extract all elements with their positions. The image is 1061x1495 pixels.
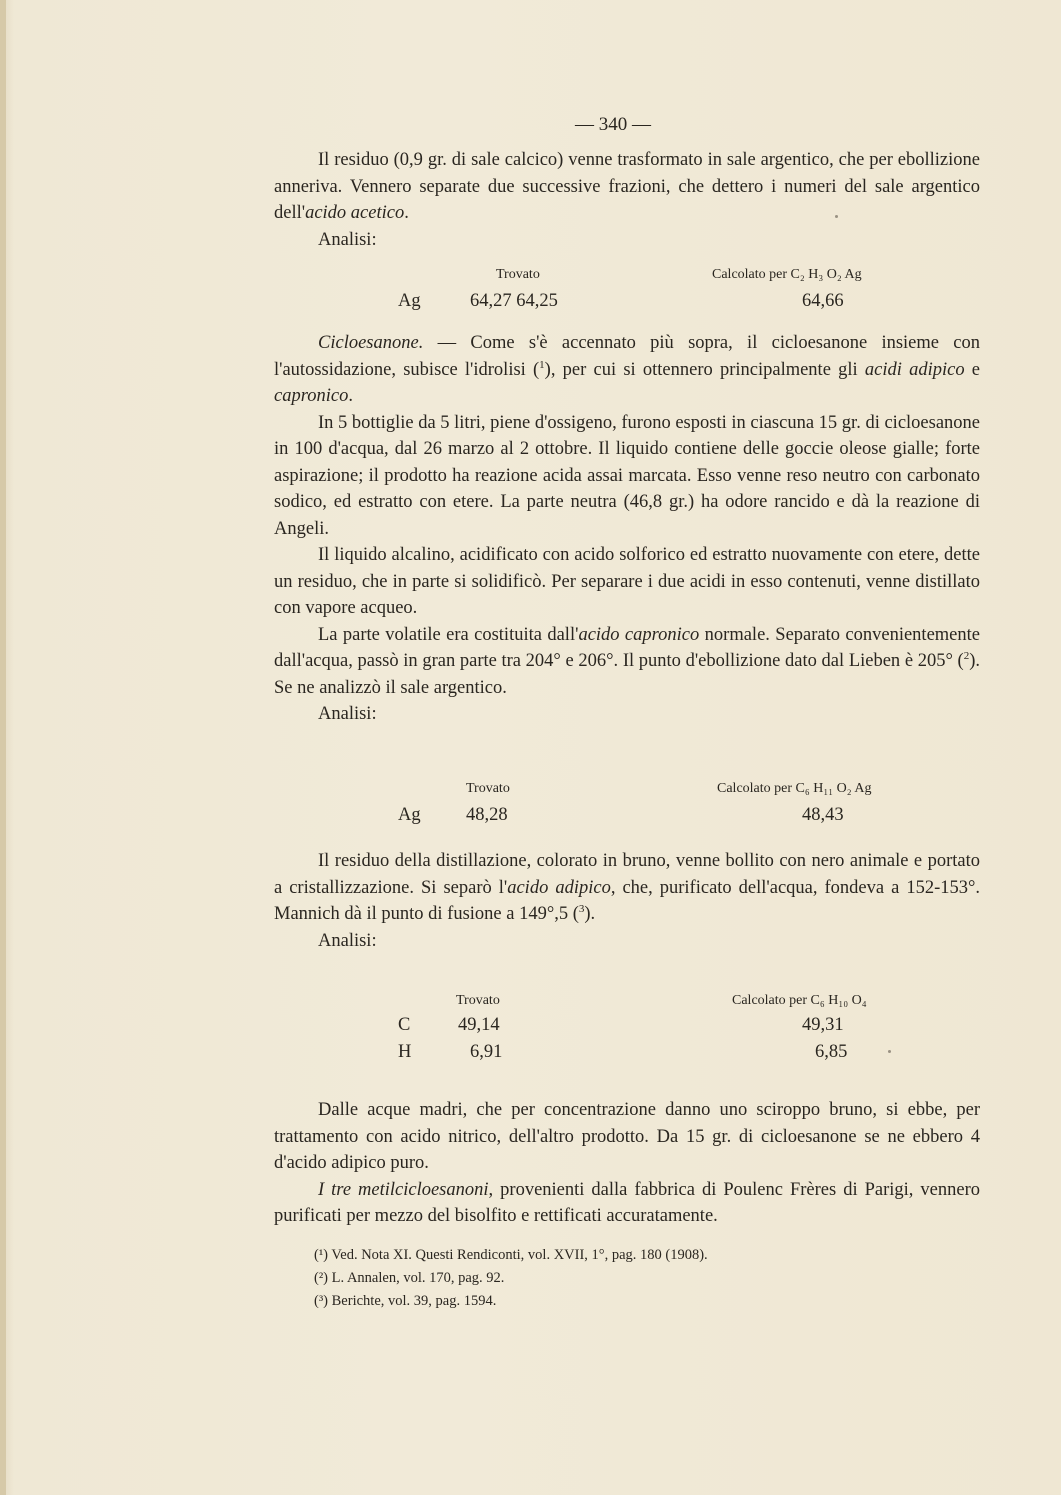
p5-italic: acido capronico: [578, 624, 700, 645]
table-3: [274, 988, 980, 1068]
footnotes: [274, 1244, 980, 1313]
table-2-header-calc: Calcolato per C₆ H₁₁ O₂ Ag: [717, 781, 872, 796]
footnote-2: [274, 1267, 980, 1290]
body-text-top: [274, 147, 980, 253]
footnote-3: [274, 1290, 980, 1313]
table-1-row-label: Ag: [398, 291, 421, 311]
paragraph-7: Dalle acque madri, che per concentrazione danno uno sciroppo bruno, si ebbe, per trattamento con acido nitrico, dell'altro prodotto. Da 15 gr. di cicloesanone se ne ebbero 4 d'acido adipico puro.: [274, 1100, 980, 1173]
paragraph-5: [274, 622, 980, 702]
p6-text-2: , che, purificato dell'acqua, fondeva a 152-153°. Mannich dà il punto di fusione a 149°,5 (: [274, 877, 981, 924]
table-1-found: 64,27 64,25: [470, 291, 558, 311]
table-3-row-label-c: C: [398, 1015, 411, 1035]
table-1-header-found: Trovato: [496, 267, 540, 282]
p6-italic: acido adipico: [507, 877, 611, 898]
paragraph-2: [274, 330, 980, 410]
table-2-header-found: Trovato: [466, 781, 510, 796]
paragraph-6: [274, 848, 980, 928]
body-text-adipic: [274, 848, 980, 954]
table-2: [274, 776, 980, 830]
footnote-1-mark: (¹): [314, 1247, 329, 1263]
table-1: [274, 262, 980, 316]
p2-text-4: .: [348, 386, 353, 406]
paragraph-1: [274, 147, 980, 227]
paper-speck: [835, 215, 838, 218]
table-3-row-label-h: H: [398, 1042, 412, 1062]
p2-text-3: e: [964, 359, 981, 380]
analisi-label-1: Analisi:: [318, 229, 377, 250]
footnote-1: [274, 1244, 980, 1267]
paragraph-8: [274, 1177, 980, 1230]
paper-speck: [888, 1050, 891, 1053]
p2-text-1: — Come s'è accennato più sopra, il cicloesanone insieme con l'autossidazione, subisce l'idrolisi (: [274, 333, 980, 380]
p2-italic-1: acidi adipico: [864, 359, 965, 380]
table-1-calc: 64,66: [802, 291, 844, 311]
body-text-middle: [274, 330, 980, 728]
p1-end: .: [404, 203, 409, 223]
p5-text-1: La parte volatile era costituita dall': [318, 624, 579, 645]
p1-text: Il residuo (0,9 gr. di sale calcico) venne trasformato in sale argentico, che per ebollizione anneriva. Vennero separate due successive frazioni, che dettero i numeri del sale argentico dell': [274, 150, 980, 223]
paragraph-3: In 5 bottiglie da 5 litri, piene d'ossigeno, furono esposti in ciascuna 15 gr. di cicloesanone in 100 d'acqua, dal 26 marzo al 2 ottobre. Il liquido contiene delle goccie oleose gialle; forte aspirazione; il prodotto ha reazione acida assai marcata. Esso venne reso neutro con carbonato sodico, ed estratto con etere. La parte neutra (46,8 gr.) ha odore rancido e dà la reazione di Angeli.: [274, 412, 980, 539]
p2-title: Cicloesanone.: [318, 333, 424, 353]
table-2-row-label: Ag: [398, 805, 421, 825]
table-3-calc-c: 49,31: [802, 1015, 844, 1035]
table-3-calc-h: 6,85: [815, 1042, 848, 1062]
table-1-header-calc: Calcolato per C₂ H₃ O₂ Ag: [712, 267, 862, 282]
paragraph-4: Il liquido alcalino, acidificato con acido solforico ed estratto nuovamente con etere, dette un residuo, che in parte si solidificò. Per separare i due acidi in esso contenuti, venne distillato con vapore acqueo.: [274, 545, 980, 618]
p1-italic: acido acetico: [305, 203, 405, 223]
p6-text-1: Il residuo della distillazione, colorato in bruno, venne bollito con nero animale e portato a cristallizzazione. Si separò l': [274, 851, 980, 898]
table-2-calc: 48,43: [802, 805, 844, 825]
p8-italic: I tre metilcicloesanoni: [318, 1179, 489, 1200]
footnote-3-text: Berichte, vol. 39, pag. 1594.: [331, 1293, 497, 1309]
page-edge: [0, 0, 6, 1495]
footnote-ref-2: 2: [963, 649, 970, 662]
p8-text: , provenienti dalla fabbrica di Poulenc Frères di Parigi, vennero purificati per mezzo del bisolfito e rettificati accuratamente.: [274, 1179, 980, 1226]
p5-text-3: ). Se ne analizzò il sale argentico.: [274, 651, 980, 698]
footnote-1-text: Ved. Nota XI. Questi Rendiconti, vol. XVII, 1°, pag. 180 (1908).: [331, 1247, 708, 1263]
p2-italic-2: capronico: [274, 386, 349, 406]
footnote-3-mark: (³): [314, 1293, 329, 1309]
table-2-found: 48,28: [466, 805, 508, 825]
page-number: — 340 —: [575, 114, 651, 135]
body-text-bottom: [274, 1097, 980, 1230]
p5-text-2: normale. Separato convenientemente dall'acqua, passò in gran parte tra 204° e 206°. Il punto d'ebollizione dato dal Lieben è 205° (: [274, 624, 980, 671]
footnote-2-mark: (²): [314, 1270, 329, 1286]
p6-text-3: ).: [584, 904, 596, 924]
footnote-ref-1: 1: [539, 358, 545, 371]
table-3-header-found: Trovato: [456, 993, 500, 1008]
analisi-label-3: Analisi:: [318, 930, 377, 951]
table-3-header-calc: Calcolato per C₆ H₁₀ O₄: [732, 993, 867, 1008]
footnote-ref-3: 3: [578, 902, 585, 915]
footnote-2-text: L. Annalen, vol. 170, pag. 92.: [331, 1270, 505, 1286]
table-3-found-c: 49,14: [458, 1015, 500, 1035]
p2-text-2: ), per cui si ottennero principalmente gli: [544, 359, 865, 380]
analisi-label-2: Analisi:: [318, 704, 377, 724]
table-3-found-h: 6,91: [470, 1042, 503, 1062]
